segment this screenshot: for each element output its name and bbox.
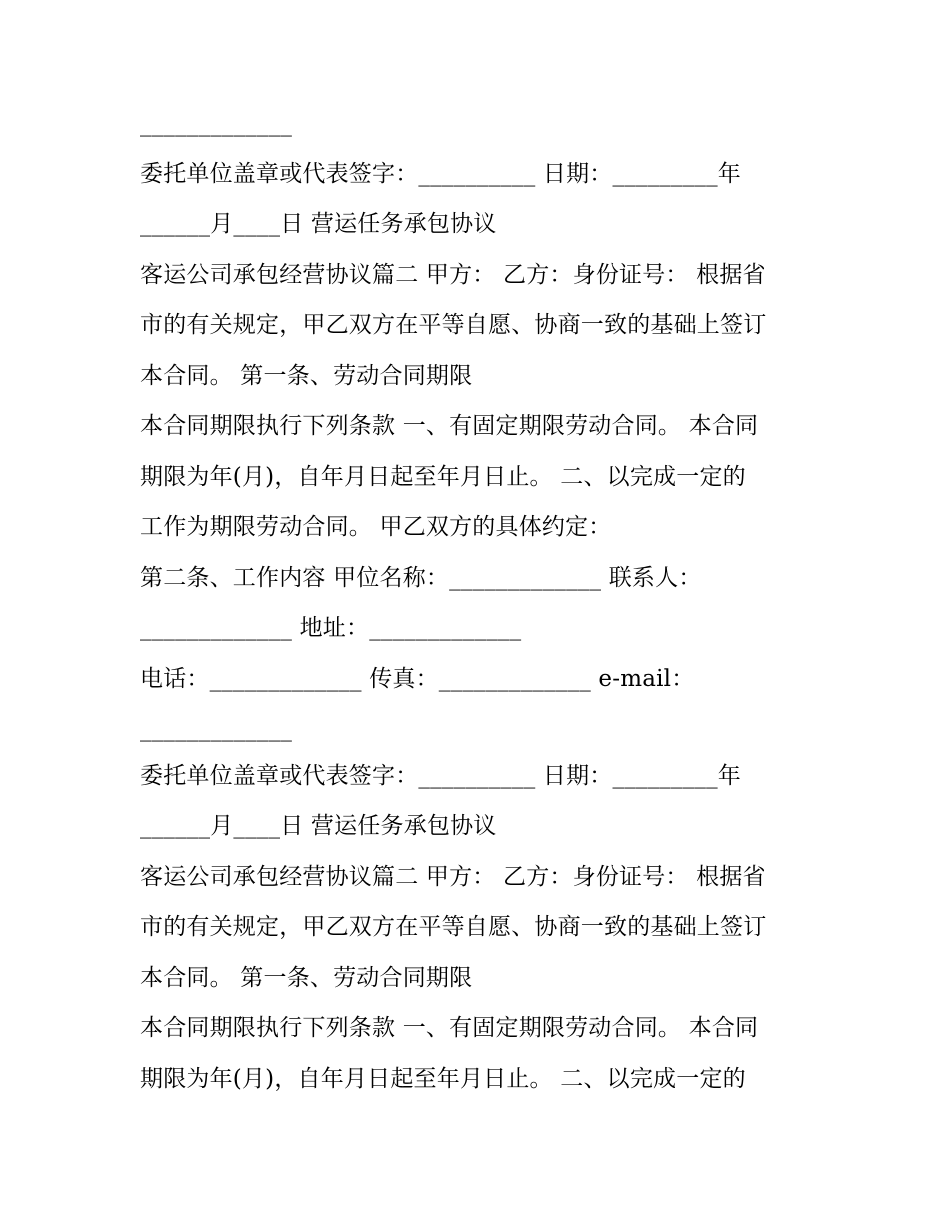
paragraph-line: 本合同期限执行下列条款 一、有固定期限劳动合同。 本合同	[140, 1015, 759, 1041]
paragraph-line: 工作为期限劳动合同。 甲乙双方的具体约定：	[140, 514, 612, 540]
work-content-line: 第二条、工作内容 甲位名称：_____________ 联系人：	[140, 565, 702, 591]
paragraph-line: 本合同。 第一条、劳动合同期限	[140, 363, 473, 389]
paragraph-line: 本合同期限执行下列条款 一、有固定期限劳动合同。 本合同	[140, 413, 759, 439]
paragraph-line: 客运公司承包经营协议篇二 甲方： 乙方：身份证号： 根据省	[140, 864, 766, 890]
address-line: _____________ 地址：_____________	[140, 615, 522, 641]
paragraph-line: 本合同。 第一条、劳动合同期限	[140, 965, 473, 991]
paragraph-line: 客运公司承包经营协议篇二 甲方： 乙方：身份证号： 根据省	[140, 262, 766, 288]
date-title-line: ______月____日 营运任务承包协议	[140, 211, 497, 237]
paragraph-line: 期限为年(月)，自年月日起至年月日止。 二、以完成一定的	[140, 1066, 746, 1092]
seal-signature-line: 委托单位盖章或代表签字：__________ 日期：_________年	[140, 763, 742, 789]
signature-blank-line: _____________	[140, 716, 293, 742]
date-title-line: ______月____日 营运任务承包协议	[140, 813, 497, 839]
seal-signature-line: 委托单位盖章或代表签字：__________ 日期：_________年	[140, 161, 742, 187]
paragraph-line: 市的有关规定，甲乙双方在平等自愿、协商一致的基础上签订	[140, 312, 767, 338]
contact-line: 电话：_____________ 传真：_____________ e-mail：	[140, 666, 695, 692]
paragraph-line: 期限为年(月)，自年月日起至年月日止。 二、以完成一定的	[140, 464, 746, 490]
signature-blank-line: _____________	[140, 111, 293, 137]
paragraph-line: 市的有关规定，甲乙双方在平等自愿、协商一致的基础上签订	[140, 914, 767, 940]
